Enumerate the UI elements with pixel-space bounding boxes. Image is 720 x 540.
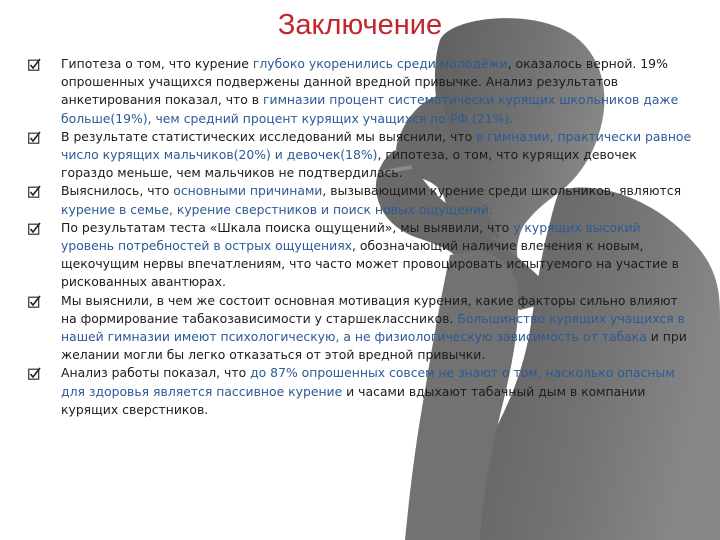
conclusion-text xyxy=(61,364,692,419)
body-text: В результате статистических исследований мы выяснили, что xyxy=(61,128,477,144)
conclusion-item xyxy=(28,219,692,292)
conclusion-item xyxy=(28,364,692,419)
body-text: , обозначающий наличие влечения к новым, щекочущим нервы впечатлениям, что часто может провоцировать испытуемого на участие в рискованных авантюрах. xyxy=(61,238,679,290)
conclusion-item xyxy=(28,182,692,218)
conclusion-list xyxy=(28,55,692,419)
body-text: Мы выяснили, в чем же состоит основная мотивация курения, какие факторы сильно влияют на формирование табакозависимости у старшеклассников. xyxy=(61,292,678,326)
conclusion-text xyxy=(61,55,692,128)
body-text: Гипотеза о том, что курение xyxy=(61,56,253,71)
highlighted-text: у курящих высокий уровень потребностей в острых ощущениях xyxy=(61,219,641,254)
conclusion-text xyxy=(61,292,692,365)
body-text: , гипотеза, о том, что курящих девочек гораздо меньше, чем мальчиков не подтвердилась. xyxy=(61,147,637,181)
checkbox-checked-icon xyxy=(28,185,41,198)
checkbox-checked-icon xyxy=(28,131,41,144)
body-text: , вызывающими курение среди школьников, являются xyxy=(322,183,682,199)
body-text: По результатам теста «Шкала поиска ощущений», мы выявили, что xyxy=(61,219,514,235)
highlighted-text: в гимназии, практически равное число курящих мальчиков(20%) и девочек(18%) xyxy=(61,128,692,163)
highlighted-text: глубоко укоренились среди молодёжи xyxy=(252,56,508,71)
highlighted-text: до 87% опрошенных совсем не знают о том, насколько опасным для здоровья является пассивное курение xyxy=(61,365,675,399)
conclusion-text xyxy=(61,128,692,183)
checkbox-checked-icon xyxy=(28,295,41,308)
body-text: , оказалось верной. 19% опрошенных учащихся подвержены данной вредной привычке. Анализ результатов анкетирования показал, что в xyxy=(61,56,668,108)
conclusion-item xyxy=(28,292,692,365)
checkbox-checked-icon xyxy=(28,58,41,71)
checkbox-checked-icon xyxy=(28,222,41,235)
body-text: Выяснилось, что xyxy=(61,183,174,199)
highlighted-text: курение в семье, курение сверстников и поиск новых ощущений. xyxy=(61,201,493,217)
conclusion-text xyxy=(61,182,692,218)
conclusion-item xyxy=(28,55,692,128)
highlighted-text: гимназии процент систематически курящих школьников даже больше(19%), чем средний процент курящих учащихся по РФ (21%). xyxy=(61,92,679,126)
body-text: и при желании могли бы легко отказаться от этой вредной привычки. xyxy=(61,329,687,363)
conclusion-item xyxy=(28,128,692,183)
body-text: Анализ работы показал, что xyxy=(61,365,251,381)
checkbox-checked-icon xyxy=(28,367,41,380)
highlighted-text: Большинство курящих учащихся в нашей гимназии имеют психологическую, а не физиологическую зависимость от табака xyxy=(61,310,685,345)
conclusion-text xyxy=(61,219,692,292)
body-text: и часами вдыхают табачный дым в компании курящих сверстников. xyxy=(61,383,646,417)
highlighted-text: основными причинами xyxy=(173,183,323,199)
slide-title: Заключение xyxy=(277,9,443,41)
